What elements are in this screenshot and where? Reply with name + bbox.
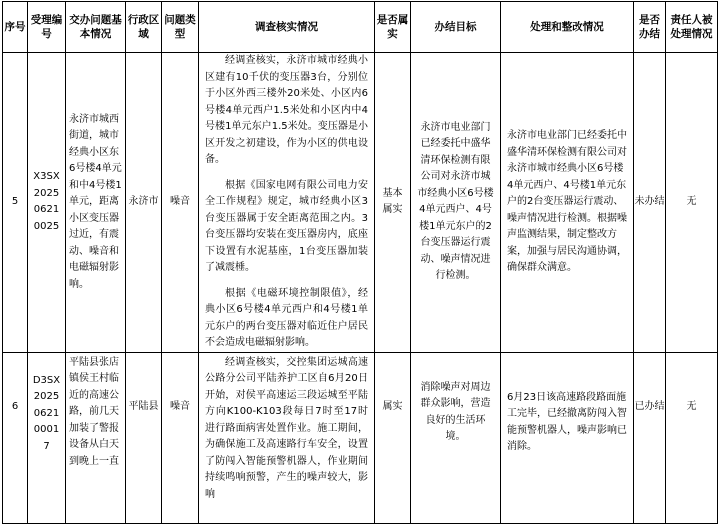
- cell-region: 永济市: [126, 53, 162, 353]
- cell-handling: 6月23日该高速路段路面施工完毕，已经撤离防闯入智能预警机器人，噪声影响已消除。: [501, 352, 634, 523]
- cell-basic: 永济市城西街道，城市经典小区东6号楼4单元和中4号楼1单元，距离小区变压器过近，有震动、噪音和电磁辐射影响。: [66, 53, 126, 353]
- cell-handling: 永济市电业部门已经委托中盛华清环保检测有限公司对永济市城市经典小区6号楼4单元西户、4号楼1单元东户的2台变压器运行震动、噪声情况进行检测。根据噪声监测结果，制定整改方案，加强与居民沟通协调，确保群众满意。: [501, 53, 634, 353]
- cell-verified: 基本属实: [375, 53, 411, 353]
- cell-done: 未办结: [634, 53, 666, 353]
- cell-seq: 6: [3, 352, 28, 523]
- header-seq: 序号: [3, 2, 28, 53]
- survey-paragraph: 根据《电磁环境控制限值》，经典小区6号楼4单元西户和4号楼1单元东户的两台变压器对临近住户居民不会造成电磁辐射影响。: [205, 287, 368, 348]
- header-code: 受理编号: [28, 2, 66, 53]
- header-region: 行政区域: [126, 2, 162, 53]
- survey-paragraph: 根据《国家电网有限公司电力安全工作规程》规定，城市经典小区3台变压器属于安全距离范围之内。3台变压器均安装在变压器房内，底座下设置有水泥基座，1台变压器加装了减震棰。: [205, 179, 368, 273]
- cell-type: 噪音: [162, 352, 199, 523]
- cell-survey: [199, 352, 375, 523]
- cell-verified: 属实: [375, 352, 411, 523]
- cell-goal: 永济市电业部门已经委托中盛华清环保检测有限公司对永济市城市经典小区6号楼4单元西户、4号楼1单元东户的2台变压器运行震动、噪声情况进行检测。: [411, 53, 501, 353]
- header-type: 问题类型: [162, 2, 199, 53]
- header-done: 是否办结: [634, 2, 666, 53]
- cell-code: X3SX20250621 0025: [28, 53, 66, 353]
- survey-paragraph: 经调查核实，交控集团运城高速公路分公司平陆养护工区自6月20日开始，对侯平高速运三段运城至平陆方向K100-K103段每日7时至17时进行路面病害处置作业。施工期间，为确保施工及高速路行车安全，设置了防闯入智能预警机器人，作业期间持续鸣响预警，产生的噪声较大，影响: [205, 356, 368, 500]
- header-accountability: 责任人被处理情况: [666, 2, 718, 53]
- cell-survey: [199, 53, 375, 353]
- header-handling: 处理和整改情况: [501, 2, 634, 53]
- cell-code: D3SX2025062100017: [28, 352, 66, 523]
- survey-paragraph: 经调查核实，永济市城市经典小区建有10千伏的变压器3台，分别位于小区外西三楼外20米处、小区内6号楼4单元西户1.5米处和小区内中4号楼1单元东户1.5米处。变压器是小区开发之初建设，作为小区的供电设备。: [205, 55, 368, 165]
- table-row: [3, 53, 718, 353]
- header-survey: 调查核实情况: [199, 2, 375, 53]
- header-goal: 办结目标: [411, 2, 501, 53]
- cell-region: 平陆县: [126, 352, 162, 523]
- header-basic: 交办问题基本情况: [66, 2, 126, 53]
- cell-accountability: 无: [666, 352, 718, 523]
- header-verified: 是否属实: [375, 2, 411, 53]
- cell-goal: 消除噪声对周边群众影响，营造良好的生活环境。: [411, 352, 501, 523]
- header-row: [3, 2, 718, 53]
- cell-accountability: 无: [666, 53, 718, 353]
- complaint-table: [2, 1, 718, 524]
- cell-basic: 平陆县张店镇侯王村临近的高速公路，前几天加装了警报设备从白天到晚上一直: [66, 352, 126, 523]
- cell-done: 已办结: [634, 352, 666, 523]
- cell-seq: 5: [3, 53, 28, 353]
- cell-type: 噪音: [162, 53, 199, 353]
- table-row: [3, 352, 718, 523]
